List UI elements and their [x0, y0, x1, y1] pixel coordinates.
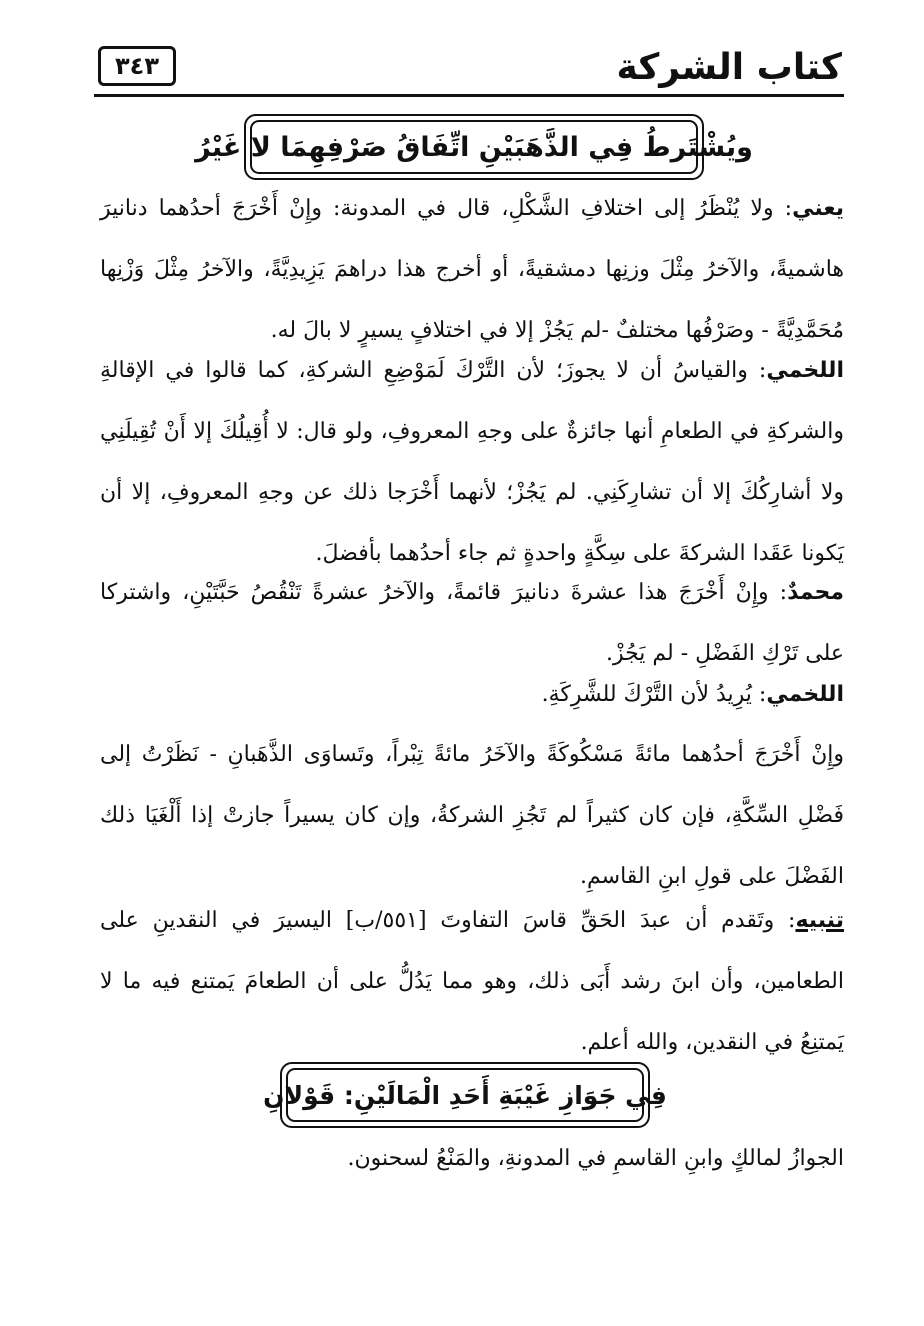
paragraph-lakhmi-2: [100, 664, 844, 725]
paragraph-text: وإِنْ أَخْرَجَ أحدُهما مائةً مَسْكُوكَةً والآخَرُ مائةً تِبْراً، وتَساوَى الذَّهَبانِ - نَظَرْتُ إلى فَضْلِ السِّكَّةِ، فإن كان كثيراً لم تَجُزِ الشركةُ، وإن كان يسيراً جازتْ إذا أَلْغَيَا ذلك الفَضْلَ على قولِ ابنِ القاسمِ.: [100, 742, 844, 889]
section-heading: ويُشْتَرطُ فِي الذَّهَبَيْنِ اتِّفَاقُ صَرْفِهِمَا لا غَيْرُ: [250, 120, 698, 174]
paragraph-text: : وتَقدم أن عبدَ الحَقِّ قاسَ التفاوتَ [٥٥١/ب] اليسيرَ في النقدينِ على الطعامين، وأن ابنَ رشد أَبَى ذلك، وهو مما يَدُلُّ على أن الطعامَ يَمتنع فيه ما لا يَمتنِعُ في النقدين، والله أعلم.: [100, 908, 844, 1055]
page-number-box: [98, 46, 176, 86]
paragraph-lakhmi-1: [100, 340, 844, 584]
section-heading-box: [195, 114, 753, 180]
subsection-heading-box: [263, 1062, 667, 1128]
page-number: ٣٤٣: [115, 52, 159, 80]
book-title: كتاب الشركة: [616, 47, 842, 88]
paragraph-coins: [100, 724, 844, 907]
paragraph-yani: [100, 178, 844, 361]
paragraph-text: : وإِنْ أَخْرَجَ هذا عشرةَ دنانيرَ قائمةً، والآخرُ عشرةً تَنْقُصُ حَبَّتَيْنِ، واشتركا على تَرْكِ الفَضْلِ - لم يَجُزْ.: [100, 580, 844, 666]
subsection-heading: فِي جَوَازِ غَيْبَةِ أَحَدِ الْمَالَيْنِ: قَوْلانِ: [286, 1068, 644, 1122]
paragraph-text: : يُرِيدُ لأن التَّرْكَ للشَّرِكَةِ.: [541, 682, 767, 707]
paragraph-text: الجوازُ لمالكٍ وابنِ القاسمِ في المدونةِ، والمَنْعُ لسحنون.: [347, 1146, 844, 1171]
paragraph-lead: تنبيه: [795, 908, 845, 933]
paragraph-text: : ولا يُنْظَرُ إلى اختلافِ الشَّكْلِ، قال في المدونة: وإِنْ أَخْرَجَ أحدُهما دنانيرَ هاشميةً، والآخرُ مِثْلَ وزنِها دمشقيةً، أو أخرج هذا دراهمَ يَزِيدِيَّةً، والآخرُ مِثْلَ وَزْنِها مُحَمَّدِيَّةً - وصَرْفُها مختلفٌ -لم يَجُزْ إلا في اختلافٍ يسيرٍ لا بالَ له.: [100, 196, 844, 343]
paragraph-lead: اللخمي: [766, 682, 844, 707]
paragraph-lead: اللخمي: [766, 358, 844, 383]
paragraph-tanbih: [100, 890, 844, 1073]
paragraph-closing: [100, 1128, 844, 1189]
paragraph-text: : والقياسُ أن لا يجوزَ؛ لأن التَّرْكَ لَمَوْضِعِ الشركةِ، كما قالوا في الإقالةِ والشركةِ في الطعامِ أنها جائزةٌ على وجهِ المعروفِ، ولو قال: لا أُقِيلُكَ إلا أَنْ تُقِيلَنِي ولا أشارِكُكَ إلا أن تشارِكَنِي. لم يَجُزْ؛ لأنهما أَخْرَجا ذلك عن وجهِ المعروفِ، إلا أن يَكونا عَقَدا الشركةَ على سِكَّةٍ واحدةٍ ثم جاء أحدُهما بأفضلَ.: [100, 358, 844, 566]
header-rule: [94, 94, 844, 97]
paragraph-lead: محمدٌ: [787, 580, 844, 605]
paragraph-lead: يعني: [792, 196, 844, 221]
page-header: [94, 42, 844, 100]
